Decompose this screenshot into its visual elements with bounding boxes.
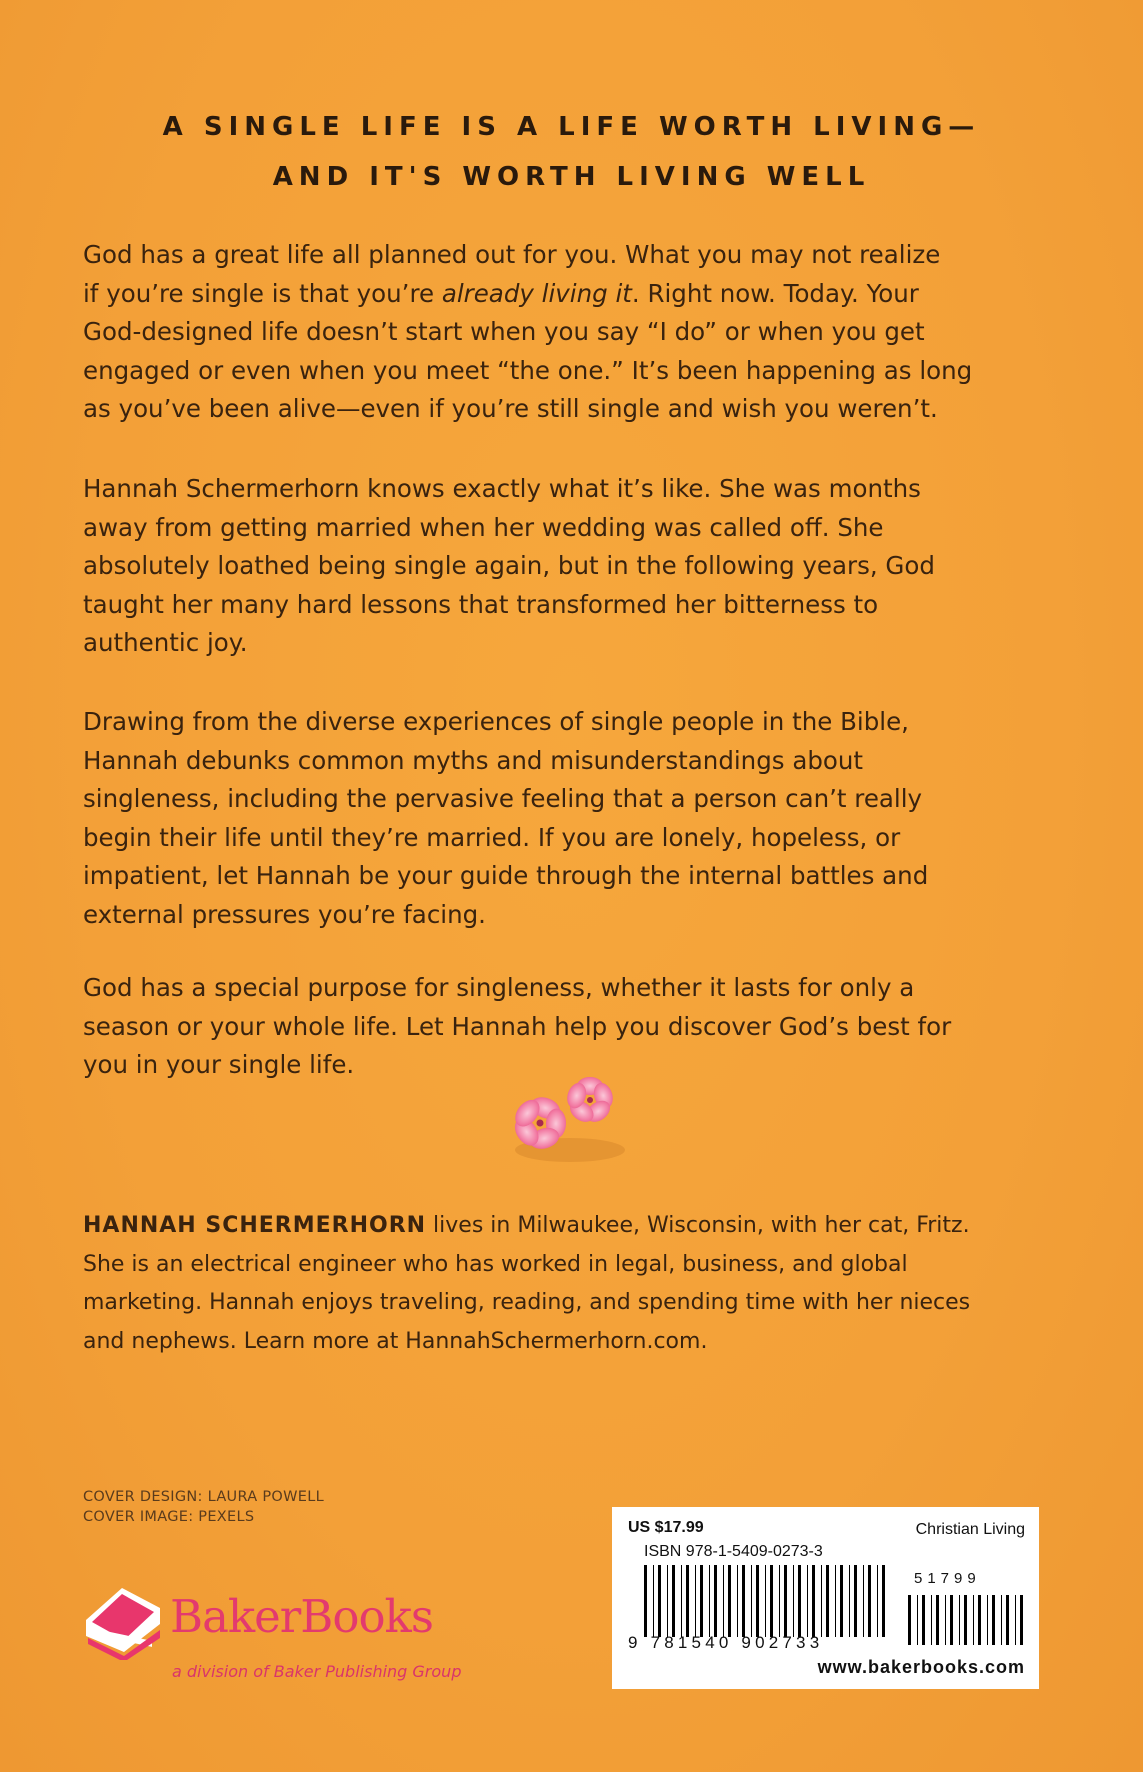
publisher-website: www.bakerbooks.com — [817, 1657, 1025, 1677]
barcode-bar — [849, 1565, 850, 1637]
heading-line-2: AND IT'S WORTH LIVING WELL — [272, 162, 871, 192]
barcode-bar — [931, 1595, 932, 1645]
blurb-paragraph-2 — [83, 470, 1043, 663]
cover-credits — [83, 1487, 324, 1527]
text-line: God-designed life doesn’t start when you say “I do” or when you get — [83, 317, 925, 347]
text-line: season or your whole life. Let Hannah help you discover God’s best for — [83, 1011, 952, 1041]
barcode-bar — [854, 1565, 857, 1637]
text-line: singleness, including the pervasive feeling that a person can’t really — [83, 784, 923, 814]
flower-icon — [495, 1065, 635, 1175]
barcode-digits: 9 781540 902733 — [628, 1633, 824, 1652]
barcode-bar — [978, 1595, 981, 1645]
text-line: God has a special purpose for singleness, whether it lasts for only a — [83, 973, 915, 1002]
barcode-bar — [868, 1565, 871, 1637]
publisher-logo — [82, 1580, 462, 1690]
barcode-bar — [973, 1595, 974, 1645]
barcode-bar — [723, 1565, 724, 1637]
barcode-bar — [695, 1565, 696, 1637]
barcode-bar — [1015, 1595, 1016, 1645]
barcode-bar — [945, 1595, 946, 1645]
barcode-bar — [653, 1565, 654, 1637]
text-line: begin their life until they’re married. If you are lonely, hopeless, or — [83, 822, 901, 852]
barcode-bar — [882, 1565, 885, 1637]
barcode-bar — [807, 1565, 808, 1637]
text-line: engaged or even when you meet “the one.” It’s been happening as long — [83, 355, 973, 385]
text-line: marketing. Hannah enjoys traveling, reading, and spending time with her nieces — [83, 1290, 971, 1315]
text-line: authentic joy. — [83, 628, 248, 658]
barcode-bar — [793, 1565, 794, 1637]
barcode-bar — [681, 1565, 682, 1637]
text-line: and nephews. Learn more at HannahSchermerhorn.com. — [83, 1328, 708, 1354]
publisher-tagline: a division of Baker Publishing Group — [172, 1662, 462, 1681]
barcode-bar — [821, 1565, 822, 1637]
barcode-bar — [835, 1565, 836, 1637]
barcode-bar — [667, 1565, 668, 1637]
barcode-bar — [987, 1595, 988, 1645]
text-segment: lives in Milwaukee, Wisconsin, with her cat, Fritz. — [426, 1213, 970, 1238]
cover-image-credit: COVER IMAGE: PEXELS — [83, 1509, 255, 1525]
text-line: God has a great life all planned out for you. What you may not realize — [83, 240, 941, 269]
barcode-bar — [936, 1595, 939, 1645]
barcode-bar — [964, 1595, 967, 1645]
barcode-bar — [658, 1565, 661, 1637]
barcode-bar — [714, 1565, 717, 1637]
barcode-bar — [950, 1595, 953, 1645]
heading-line-1: A SINGLE LIFE IS A LIFE WORTH LIVING— — [162, 112, 981, 142]
text-line: Drawing from the diverse experiences of single people in the Bible, — [83, 707, 909, 736]
text-segment: if you’re single is that you’re — [83, 278, 442, 308]
barcode-bar — [840, 1565, 843, 1637]
barcode-bar — [922, 1595, 925, 1645]
text-line — [83, 1207, 1063, 1246]
author-bio — [83, 1207, 1063, 1361]
text-line: absolutely loathed being single again, but in the following years, God — [83, 551, 935, 581]
barcode-bar — [644, 1565, 647, 1637]
barcode-bar — [709, 1565, 710, 1637]
text-line: you in your single life. — [83, 1050, 355, 1080]
barcode-panel — [612, 1507, 1039, 1689]
barcode-bar — [737, 1565, 738, 1637]
text-line: She is an electrical engineer who has worked in legal, business, and global — [83, 1251, 908, 1277]
book-stack-icon — [82, 1580, 164, 1660]
cover-design-credit: COVER DESIGN: LAURA POWELL — [83, 1489, 325, 1505]
barcode-bar — [863, 1565, 864, 1637]
blurb-paragraph-3 — [83, 703, 1043, 935]
author-name: HANNAH SCHERMERHORN — [83, 1213, 427, 1238]
text-line: impatient, let Hannah be your guide through the internal battles and — [83, 861, 929, 891]
category-label: Christian Living — [915, 1521, 1025, 1538]
barcode-bar — [728, 1565, 731, 1637]
barcode-bar — [751, 1565, 752, 1637]
blurb-paragraph-1 — [83, 236, 1043, 429]
text-line — [83, 275, 1043, 314]
addon-number: 51799 — [914, 1570, 981, 1587]
text-line: external pressures you’re facing. — [83, 899, 486, 929]
barcode-bar — [700, 1565, 703, 1637]
barcode-bar — [756, 1565, 759, 1637]
barcode-bar — [798, 1565, 801, 1637]
barcode-bar — [877, 1565, 878, 1637]
barcode-bar — [742, 1565, 745, 1637]
barcode-bar — [1020, 1595, 1023, 1645]
barcode-bar — [784, 1565, 787, 1637]
barcode-bar — [686, 1565, 689, 1637]
text-line: taught her many hard lessons that transformed her bitterness to — [83, 589, 879, 619]
isbn-label: ISBN 978-1-5409-0273-3 — [644, 1543, 823, 1560]
barcode-bar — [992, 1595, 995, 1645]
barcode-bar — [826, 1565, 829, 1637]
barcode-bar — [765, 1565, 766, 1637]
barcode-bar — [1001, 1595, 1002, 1645]
barcode-bar — [779, 1565, 780, 1637]
barcode-bar — [908, 1595, 911, 1645]
price-label: US $17.99 — [628, 1519, 704, 1536]
publisher-name: BakerBooks — [170, 1590, 433, 1643]
barcode-bar — [959, 1595, 960, 1645]
text-line: Hannah Schermerhorn knows exactly what it’s like. She was months — [83, 474, 921, 503]
text-segment: . Right now. Today. Your — [631, 278, 919, 308]
barcode-bar — [1006, 1595, 1009, 1645]
text-line: Hannah debunks common myths and misunderstandings about — [83, 745, 864, 775]
emphasis-text: already living it — [441, 278, 632, 308]
text-line: away from getting married when her wedding was called off. She — [83, 512, 884, 542]
barcode-bar — [770, 1565, 773, 1637]
barcode-bar — [672, 1565, 675, 1637]
text-line: as you’ve been alive—even if you’re still single and wish you weren’t. — [83, 394, 938, 424]
barcode-bar — [812, 1565, 815, 1637]
barcode-bar — [917, 1595, 918, 1645]
